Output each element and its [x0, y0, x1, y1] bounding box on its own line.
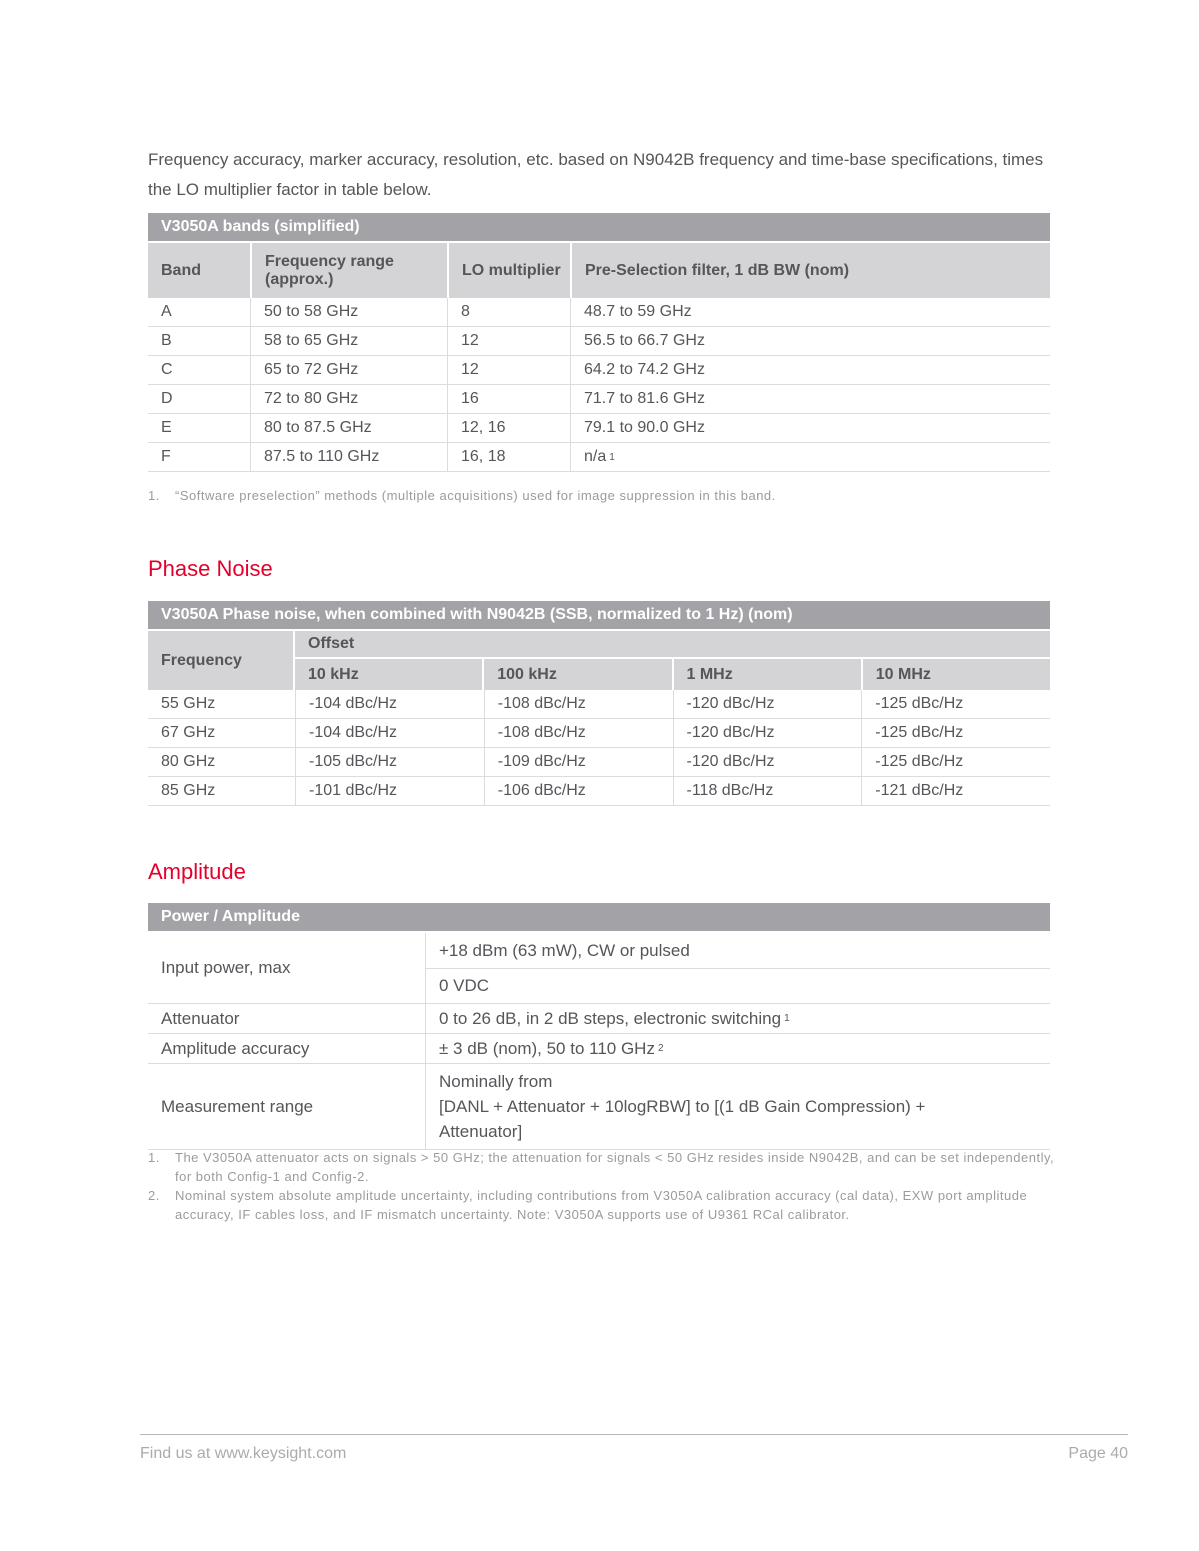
- table-row: [148, 1064, 1050, 1150]
- power-amplitude-table: [148, 903, 1050, 1150]
- cell-band: C: [161, 361, 173, 378]
- cell-presel: [570, 443, 1050, 471]
- footnote-number: 1.: [148, 1150, 160, 1165]
- col-header-10mhz: 10 MHz: [861, 659, 1050, 690]
- bands-table-title: V3050A bands (simplified): [148, 213, 1050, 243]
- cell-input-power-value1: +18 dBm (63 mW), CW or pulsed: [439, 940, 690, 960]
- cell-frequency: 80 GHz: [161, 753, 216, 770]
- col-header-100khz: 100 kHz: [482, 659, 671, 690]
- footnote-ref: 2: [657, 1043, 664, 1054]
- amplitude-footnotes: [148, 1148, 1056, 1224]
- col-header-1mhz: 1 MHz: [672, 659, 861, 690]
- cell-input-power-label: Input power, max: [148, 933, 426, 1003]
- cell-lo: 8: [447, 298, 570, 326]
- cell-attenuator-label: Attenuator: [148, 1004, 426, 1033]
- cell-presel: 64.2 to 74.2 GHz: [570, 356, 1050, 384]
- cell-100khz: -108 dBc/Hz: [484, 719, 673, 747]
- cell-1mhz: -120 dBc/Hz: [673, 748, 862, 776]
- bands-table-header-row: [148, 243, 1050, 298]
- cell-lo: 16: [447, 385, 570, 413]
- col-header-frequency-range-line2: (approx.): [265, 270, 334, 288]
- cell-range: 58 to 65 GHz: [250, 327, 447, 355]
- footnote-number: 1.: [148, 488, 160, 503]
- input-power-values: [426, 933, 1050, 1003]
- table-row: [148, 1034, 1050, 1064]
- cell-presel: 48.7 to 59 GHz: [570, 298, 1050, 326]
- bands-footnote: [148, 486, 1056, 505]
- table-row: [148, 327, 1050, 356]
- cell-range: 87.5 to 110 GHz: [250, 443, 447, 471]
- cell-10khz: -105 dBc/Hz: [295, 748, 484, 776]
- cell-10khz: -104 dBc/Hz: [295, 719, 484, 747]
- cell-10mhz: -125 dBc/Hz: [861, 748, 1050, 776]
- cell-100khz: -108 dBc/Hz: [484, 690, 673, 718]
- cell-band: D: [161, 390, 173, 407]
- col-header-offset: Offset: [295, 631, 1050, 659]
- footnote-text: Nominal system absolute amplitude uncertainty, including contributions from V3050A calibration accuracy (cal data), EXW port amplitude accuracy, IF cables loss, and IF mismatch uncertainty. Note: V3050A supports use of U9361 RCal calibrator.: [175, 1188, 1028, 1222]
- power-table-title: Power / Amplitude: [148, 903, 1050, 933]
- col-header-10khz: 10 kHz: [308, 665, 359, 683]
- cell-frequency: 55 GHz: [161, 695, 216, 712]
- footnote-item: [148, 486, 1056, 505]
- table-row: [148, 748, 1050, 777]
- attenuator-value-text: 0 to 26 dB, in 2 dB steps, electronic switching: [439, 1008, 782, 1028]
- cell-lo: 12: [447, 356, 570, 384]
- cell-attenuator-value: [426, 1004, 1050, 1033]
- cell-range: 50 to 58 GHz: [250, 298, 447, 326]
- footnote-ref: 1: [784, 1013, 790, 1024]
- offset-header-group: [295, 631, 1050, 690]
- cell-10mhz: -125 dBc/Hz: [861, 690, 1050, 718]
- cell-band: A: [161, 303, 172, 320]
- page-number: Page 40: [1068, 1445, 1128, 1462]
- cell-10mhz: -125 dBc/Hz: [861, 719, 1050, 747]
- phase-table-header: [148, 631, 1050, 690]
- cell-presel: 56.5 to 66.7 GHz: [570, 327, 1050, 355]
- cell-lo: 12, 16: [447, 414, 570, 442]
- phase-noise-heading: Phase Noise: [148, 556, 273, 581]
- cell-lo: 16, 18: [447, 443, 570, 471]
- footnote-text: “Software preselection” methods (multiple acquisitions) used for image suppression in this band.: [175, 488, 776, 503]
- table-row: [148, 777, 1050, 806]
- page-footer: [140, 1434, 1128, 1463]
- cell-amplitude-accuracy-label: Amplitude accuracy: [148, 1034, 426, 1063]
- footnote-number: 2.: [148, 1188, 160, 1203]
- cell-band: E: [161, 419, 172, 436]
- cell-frequency: 85 GHz: [161, 782, 216, 799]
- phase-table-title: V3050A Phase noise, when combined with N9042B (SSB, normalized to 1 Hz) (nom): [148, 601, 1050, 631]
- footnote-text: The V3050A attenuator acts on signals > 50 GHz; the attenuation for signals < 50 GHz resides inside N9042B, and can be set independently, for both Config-1 and Config-2.: [175, 1150, 1055, 1184]
- cell-100khz: -106 dBc/Hz: [484, 777, 673, 805]
- cell-1mhz: -118 dBc/Hz: [673, 777, 862, 805]
- cell-range: 72 to 80 GHz: [250, 385, 447, 413]
- measurement-range-line2: [DANL + Attenuator + 10logRBW] to [(1 dB Gain Compression) +: [439, 1097, 926, 1116]
- col-header-preselection-filter: Pre-Selection filter, 1 dB BW (nom): [570, 243, 1050, 298]
- cell-measurement-range-label: Measurement range: [148, 1064, 426, 1149]
- measurement-range-line3: Attenuator]: [439, 1122, 523, 1141]
- table-row: [148, 298, 1050, 327]
- cell-10mhz: -121 dBc/Hz: [861, 777, 1050, 805]
- cell-input-power-value2: 0 VDC: [426, 968, 1050, 1003]
- cell-1mhz: -120 dBc/Hz: [673, 690, 862, 718]
- col-header-frequency-range: [250, 243, 447, 298]
- table-row: [148, 414, 1050, 443]
- cell-10khz: -101 dBc/Hz: [295, 777, 484, 805]
- footnote-item: [148, 1148, 1056, 1186]
- cell-band: B: [161, 332, 172, 349]
- col-header-frequency: Frequency: [148, 631, 295, 690]
- cell-band: F: [161, 448, 171, 465]
- intro-paragraph: Frequency accuracy, marker accuracy, resolution, etc. based on N9042B frequency and time-base specifications, times the LO multiplier factor in table below.: [148, 150, 1044, 199]
- cell-lo: 12: [447, 327, 570, 355]
- footer-website-text: Find us at www.keysight.com: [140, 1445, 347, 1462]
- table-row: [148, 719, 1050, 748]
- table-row: [148, 1004, 1050, 1034]
- cell-frequency: 67 GHz: [161, 724, 216, 741]
- cell-presel: 79.1 to 90.0 GHz: [570, 414, 1050, 442]
- table-row: [148, 443, 1050, 472]
- table-row: [148, 356, 1050, 385]
- cell-amplitude-accuracy-value: [426, 1034, 1050, 1063]
- col-header-band: Band: [161, 261, 201, 279]
- cell-range: 80 to 87.5 GHz: [250, 414, 447, 442]
- footnote-item: [148, 1186, 1056, 1224]
- table-row: [148, 933, 1050, 1004]
- amplitude-heading: Amplitude: [148, 859, 246, 884]
- phase-noise-table: [148, 601, 1050, 806]
- cell-100khz: -109 dBc/Hz: [484, 748, 673, 776]
- table-row: [148, 385, 1050, 414]
- cell-range: 65 to 72 GHz: [250, 356, 447, 384]
- measurement-range-line1: Nominally from: [439, 1072, 553, 1091]
- footnote-ref: 1: [609, 451, 615, 463]
- col-header-lo-multiplier: LO multiplier: [447, 243, 570, 298]
- cell-presel: 71.7 to 81.6 GHz: [570, 385, 1050, 413]
- bands-table: [148, 213, 1050, 472]
- accuracy-value-text: ± 3 dB (nom), 50 to 110 GHz: [439, 1038, 655, 1058]
- offset-subheader-row: [295, 659, 1050, 690]
- cell-10khz: -104 dBc/Hz: [295, 690, 484, 718]
- cell-measurement-range-value: [426, 1064, 1050, 1149]
- cell-1mhz: -120 dBc/Hz: [673, 719, 862, 747]
- table-row: [148, 690, 1050, 719]
- cell-presel-text: n/a: [584, 448, 607, 465]
- col-header-frequency-range-line1: Frequency range: [265, 252, 394, 270]
